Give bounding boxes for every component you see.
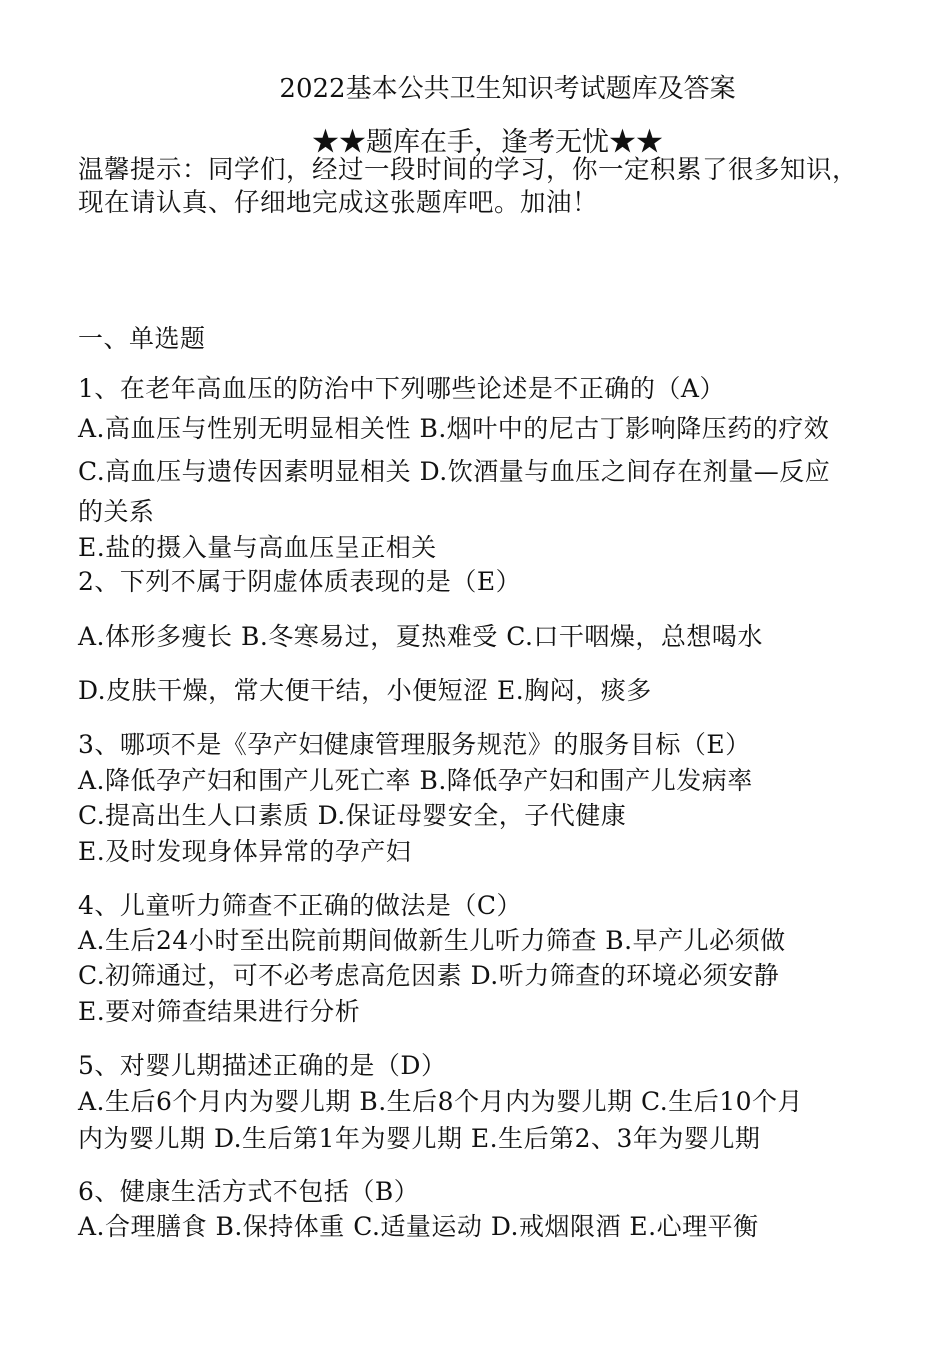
question-6-options-line-1: A.合理膳食 B.保持体重 C.适量运动 D.戒烟限酒 E.心理平衡 <box>78 1212 759 1241</box>
question-2-options-line-1: A.体形多瘦长 B.冬寒易过，夏热难受 C.口干咽燥，总想喝水 <box>78 622 763 651</box>
question-2-stem: 2、下列不属于阴虚体质表现的是（E） <box>78 567 522 596</box>
question-4-options-line-2: C.初筛通过，可不必考虑高危因素 D.听力筛查的环境必须安静 <box>78 961 780 990</box>
question-5-options-line-1: A.生后6个月内为婴儿期 B.生后8个月内为婴儿期 C.生后10个月 <box>78 1087 804 1116</box>
question-3-options-line-3: E.及时发现身体异常的孕产妇 <box>78 837 412 866</box>
question-3-stem: 3、哪项不是《孕产妇健康管理服务规范》的服务目标（E） <box>78 730 751 759</box>
question-1-stem: 1、在老年高血压的防治中下列哪些论述是不正确的（A） <box>78 374 725 403</box>
tip-line-2: 现在请认真、仔细地完成这张题库吧。加油！ <box>78 188 599 218</box>
question-6-stem: 6、健康生活方式不包括（B） <box>78 1177 420 1206</box>
question-1-options-line-1: A.高血压与性别无明显相关性 B.烟叶中的尼古丁影响降压药的疗效 <box>78 414 830 443</box>
question-3-options-line-1: A.降低孕产妇和围产儿死亡率 B.降低孕产妇和围产儿发病率 <box>78 766 753 795</box>
question-3-options-line-2: C.提高出生人口素质 D.保证母婴安全，子代健康 <box>78 801 627 830</box>
question-4-stem: 4、儿童听力筛查不正确的做法是（C） <box>78 891 523 920</box>
question-5-options-line-2: 内为婴儿期 D.生后第1年为婴儿期 E.生后第2、3年为婴儿期 <box>78 1124 761 1153</box>
question-1-options-line-4: E.盐的摄入量与高血压呈正相关 <box>78 533 437 562</box>
question-2-options-line-2: D.皮肤干燥，常大便干结，小便短涩 E.胸闷，痰多 <box>78 676 652 705</box>
question-4-options-line-3: E.要对筛查结果进行分析 <box>78 997 361 1026</box>
tip-line-1: 温馨提示：同学们，经过一段时间的学习，你一定积累了很多知识， <box>78 155 859 185</box>
document-subtitle: ★★题库在手，逢考无忧★★ <box>312 127 663 158</box>
question-5-stem: 5、对婴儿期描述正确的是（D） <box>78 1051 447 1080</box>
document-title: 2022基本公共卫生知识考试题库及答案 <box>279 74 736 104</box>
section-heading: 一、单选题 <box>78 324 206 353</box>
question-4-options-line-1: A.生后24小时至出院前期间做新生儿听力筛查 B.早产儿必须做 <box>78 926 786 955</box>
question-1-options-line-3: 的关系 <box>78 497 155 526</box>
question-1-options-line-2: C.高血压与遗传因素明显相关 D.饮酒量与血压之间存在剂量—反应 <box>78 457 831 486</box>
